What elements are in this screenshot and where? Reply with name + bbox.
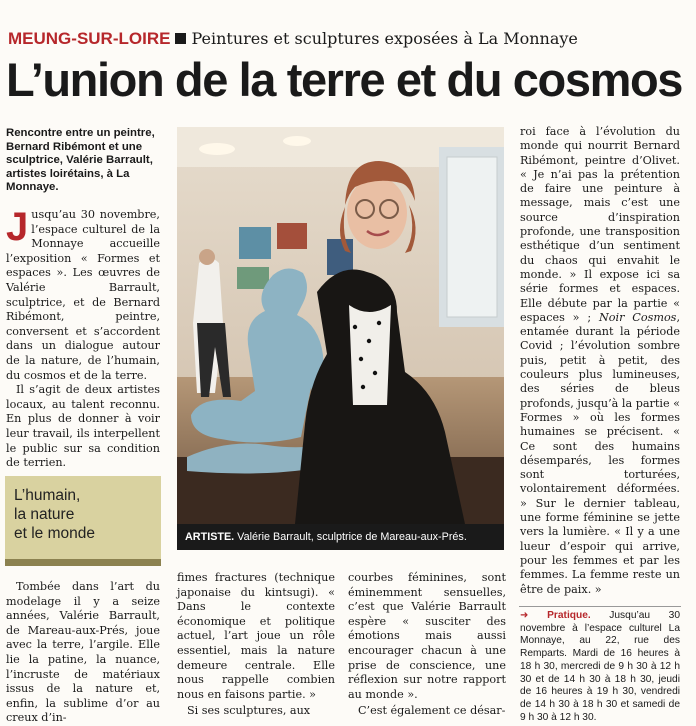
- photo-caption: [177, 524, 504, 550]
- caption-label: ARTISTE.: [185, 531, 235, 543]
- kicker-town: MEUNG-SUR-LOIRE: [8, 29, 171, 48]
- paragraph: courbes féminines, sont éminemment sensuelles, c’est que Valérie Barrault espère « susciter des émotions mais aussi encourager chacun à une prise de conscience, une réflexion sur notre rapport au monde ».: [348, 571, 506, 701]
- column-2: [177, 571, 335, 719]
- photo-illustration: [177, 127, 504, 524]
- pull-quote-line: la nature: [14, 506, 75, 523]
- pull-quote-line: et le monde: [14, 525, 95, 542]
- caption-text: Valérie Barrault, sculptrice de Mareau-aux-Prés.: [234, 531, 467, 543]
- pull-quote-box: [5, 476, 161, 566]
- kicker: [8, 29, 578, 49]
- column-3: [348, 571, 506, 719]
- drop-cap: J: [6, 205, 29, 249]
- divider: [519, 606, 681, 607]
- paragraph-text: roi face à l’évolution du monde qui nourrit Bernard Ribémont, peintre d’Olivet. « Je n’ai pas la prétention de faire une peinture à message, mais c’est une source d’inspiration profonde, une transposition esthétique d’un sentiment du chaos qui envahit le monde. » Il expose ici sa série formes et espaces. Elle débute par la partie « espaces » ;: [520, 125, 680, 324]
- paragraph-text: usqu’au 30 novembre, l’espace culturel de la Monnaye accueille l’exposition « Formes et espaces ». Les œuvres de Valérie Barrault, sculptrice, et de Bernard Ribémont, peintre, conversent et s’accordent dans un dialogue autour de la nature, de l’humain, du cosmos et de la terre.: [6, 208, 160, 382]
- practical-text: Jusqu’au 30 novembre à l’espace culturel La Monnaye, au 22, rue des Remparts. Mardi de 16 heures à 18 h 30, mercredi de 9 h 30 à 12 h 30 et de 14 h 30 à 18 h 30, jeudi de 16 heures à 19 h 30, vendredi de 14 h 30 à 18 h 30 et samedi de 9 h 30 à 12 h 30.: [520, 610, 680, 723]
- column-1-top: [6, 205, 160, 471]
- pull-quote-line: L’humain,: [14, 487, 81, 504]
- paragraph-text: , entamée durant la période Covid ; l’évolution sombre puis, petit à petit, des couleurs plus lumineuses, des séries de bleus profonds, jusqu’à la partie « Formes » où les formes humaines se précisent. « Ce sont des humains désemparés, les formes sont torturées, volontairement déformées. » Sur le dernier tableau, une forme féminine se jette vers la lumière. « Il y a une lueur d’espoir qui arrive, pour les femmes et par les femmes. La femme reste un être de paix. »: [520, 310, 680, 596]
- paragraph: Il s’agit de deux artistes locaux, au talent reconnu. En plus de donner à voir leur travail, ils interpellent le public sur sa condition de terrien.: [6, 383, 160, 470]
- arrow-right-icon: ➜: [520, 610, 548, 621]
- paragraph: Tombée dans l’art du modelage il y a seize années, Valérie Barrault, de Mareau-aux-Prés, joue avec la terre, l’argile. Elle lie la patine, la nuance, l’incruste de matériaux issus de la nature et, enfin, la sublime d’or au creux d’in-: [6, 580, 160, 725]
- practical-info: [520, 610, 680, 724]
- series-title: Noir Cosmos: [599, 310, 677, 324]
- paragraph: [520, 125, 680, 597]
- column-1-bottom: [6, 580, 160, 726]
- paragraph: fimes fractures (technique japonaise du kintsugi). « Dans le contexte économique et politique actuel, l’art joue un rôle essentiel, mais la nature demeure centrale. Elle nous rappelle combien nous en faisons partie. »: [177, 571, 335, 701]
- square-bullet-icon: [175, 33, 186, 44]
- kicker-subject: Peintures et sculptures exposées à La Monnaye: [191, 29, 578, 48]
- paragraph: [6, 205, 160, 383]
- column-4: [520, 125, 680, 597]
- intro-lead: Rencontre entre un peintre, Bernard Ribémont et une sculptrice, Valérie Barrault, artistes loirétains, à La Monnaye.: [6, 127, 155, 194]
- headline: L’union de la terre et du cosmos: [6, 53, 683, 106]
- paragraph: C’est également ce désar-: [358, 704, 506, 718]
- practical-label: Pratique.: [547, 610, 591, 621]
- artist-photo: [177, 127, 504, 524]
- paragraph: Si ses sculptures, aux: [187, 704, 311, 718]
